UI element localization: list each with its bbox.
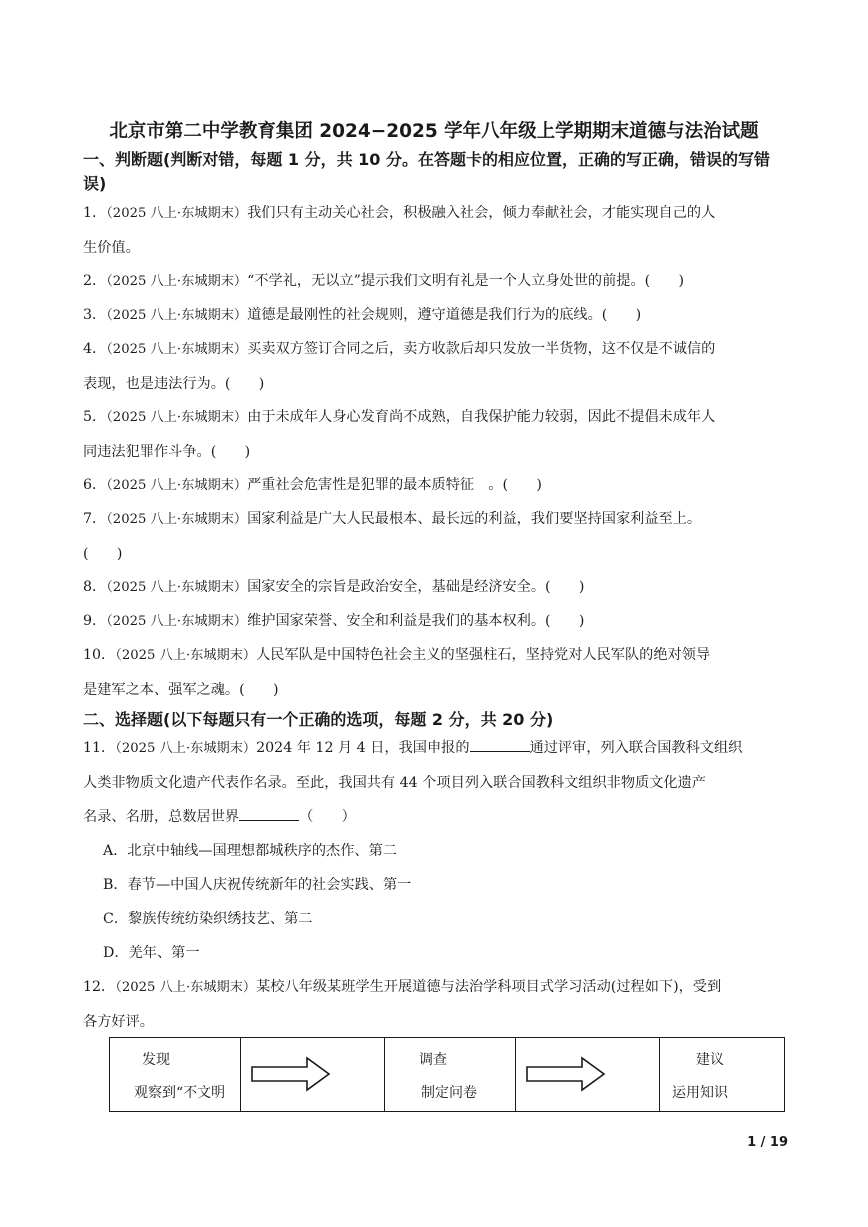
question-5: 5．（2025 八上·东城期末）由于未成年人身心发育尚不成熟，自我保护能力较弱，因此不提倡未成年人 同违法犯罪作斗争。( )	[83, 409, 716, 460]
flow-step-title: 建议	[696, 1052, 724, 1068]
answer-blank	[239, 806, 299, 821]
option-b: B．春节—中国人庆祝传统新年的社会实践、第一	[103, 877, 412, 893]
answer-blank	[470, 737, 530, 752]
question-12: 12．（2025 八上·东城期末）某校八年级某班学生开展道德与法治学科项目式学习活动(过程如下)，受到 各方好评。	[83, 979, 722, 1030]
option-d: D．羌年、第一	[103, 945, 200, 961]
right-arrow-icon	[526, 1056, 606, 1092]
section-1-heading: 一、判断题(判断对错，每题 1 分，共 10 分。在答题卡的相应位置，正确的写正确，错误的写错误)	[83, 150, 770, 193]
question-2: 2．（2025 八上·东城期末）“不学礼，无以立”提示我们文明有礼是一个人立身处世的前提。( )	[83, 273, 685, 289]
flow-step-discover	[110, 1038, 241, 1111]
question-10: 10．（2025 八上·东城期末）人民军队是中国特色社会主义的坚强柱石，坚持党对人民军队的绝对领导 是建军之本、强军之魂。( )	[83, 647, 711, 698]
section-2-heading: 二、选择题(以下每题只有一个正确的选项，每题 2 分，共 20 分)	[83, 710, 554, 729]
flow-step-text: 观察到“不文明	[134, 1085, 226, 1101]
question-11: 11．（2025 八上·东城期末）2024 年 12 月 4 日，我国申报的 通过评审，列入联合国教科文组织 人类非物质文化遗产代表作名录。至此，我国共有 44 个项目列入联合国教科文组织非物质文化遗产 名录、名册，总数居世界 （ ）	[83, 731, 788, 834]
page-number: 1 / 19	[747, 1135, 788, 1150]
option-a: A．北京中轴线—国理想都城秩序的杰作、第二	[103, 843, 397, 859]
page-title: 北京市第二中学教育集团 2024−2025 学年八年级上学期期末道德与法治试题	[109, 121, 759, 142]
question-8: 8．（2025 八上·东城期末）国家安全的宗旨是政治安全，基础是经济安全。( )	[83, 579, 585, 595]
question-4: 4．（2025 八上·东城期末）买卖双方签订合同之后，卖方收款后却只发放一半货物，这不仅是不诚信的 表现，也是违法行为。( )	[83, 341, 716, 392]
option-c: C．黎族传统纺染织绣技艺、第二	[103, 911, 313, 927]
flow-step-text: 运用知识	[672, 1085, 728, 1101]
right-arrow-icon	[251, 1056, 331, 1092]
flow-step-survey	[385, 1038, 516, 1111]
question-3: 3．（2025 八上·东城期末）道德是最刚性的社会规则，遵守道德是我们行为的底线。( )	[83, 307, 642, 323]
flow-step-suggest	[660, 1038, 783, 1111]
process-flow-table	[109, 1037, 785, 1112]
question-6: 6．（2025 八上·东城期末）严重社会危害性是犯罪的最本质特征 。( )	[83, 477, 542, 493]
flow-step-text: 制定问卷	[421, 1085, 477, 1101]
question-7: 7．（2025 八上·东城期末）国家利益是广大人民最根本、最长远的利益，我们要坚持国家利益至上。 ( )	[83, 511, 702, 562]
flow-arrow-2	[516, 1038, 660, 1111]
question-1: 1．（2025 八上·东城期末）我们只有主动关心社会，积极融入社会，倾力奉献社会，才能实现自己的人 生价值。	[83, 205, 716, 256]
flow-arrow-1	[241, 1038, 385, 1111]
flow-step-title: 发现	[142, 1052, 170, 1068]
flow-step-title: 调查	[419, 1052, 447, 1068]
question-9: 9．（2025 八上·东城期末）维护国家荣誉、安全和利益是我们的基本权利。( )	[83, 613, 585, 629]
